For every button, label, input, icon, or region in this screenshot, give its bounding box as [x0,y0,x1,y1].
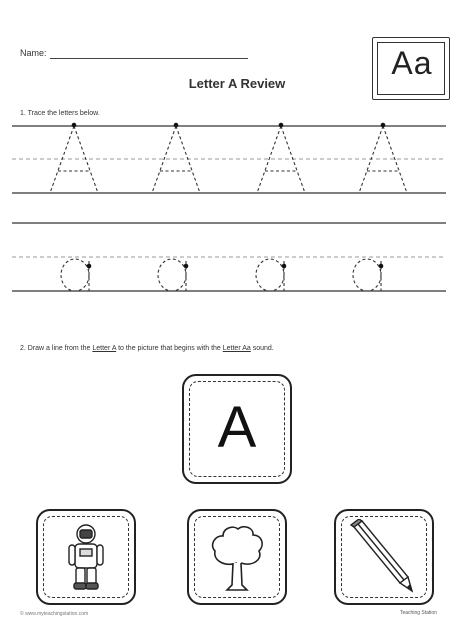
footer-copyright: © www.myteachingstation.com [20,611,89,617]
start-dot [282,264,287,269]
start-dot [379,264,384,269]
start-dot [174,123,179,128]
trace-letter-lowercase-a [256,259,284,291]
page-title: Letter A Review [188,76,286,91]
start-dot [87,264,92,269]
trace-letter-lowercase-a [61,259,89,291]
badge-letters: Aa [391,45,433,81]
tracing-area [0,115,474,305]
instruction-letter-aa: Letter Aa [222,345,251,352]
trace-letter-lowercase-a [353,259,381,291]
start-dot [72,123,77,128]
picture-card-pencil[interactable] [334,509,434,605]
pencil-icon [348,519,420,595]
letter-card[interactable] [182,374,292,484]
instruction-text: to the picture that begins with the [116,345,223,352]
name-line[interactable] [50,58,248,59]
tree-icon [207,523,267,593]
instruction-letter-a: Letter A [92,345,117,352]
instruction-text: 2. Draw a line from the [20,345,93,352]
trace-letter-lowercase-a [158,259,186,291]
start-dot [381,123,386,128]
start-dot [184,264,189,269]
target-letter: A [217,395,257,460]
picture-card-astronaut[interactable] [36,509,136,605]
astronaut-icon [66,523,106,591]
instruction-text: sound. [250,345,274,352]
instruction-draw-line [20,345,274,352]
instruction-trace: 1. Trace the letters below. [20,110,100,117]
footer-brand: Teaching Station [400,610,437,616]
picture-card-tree[interactable] [187,509,287,605]
start-dot [279,123,284,128]
name-label: Name: [20,48,47,58]
